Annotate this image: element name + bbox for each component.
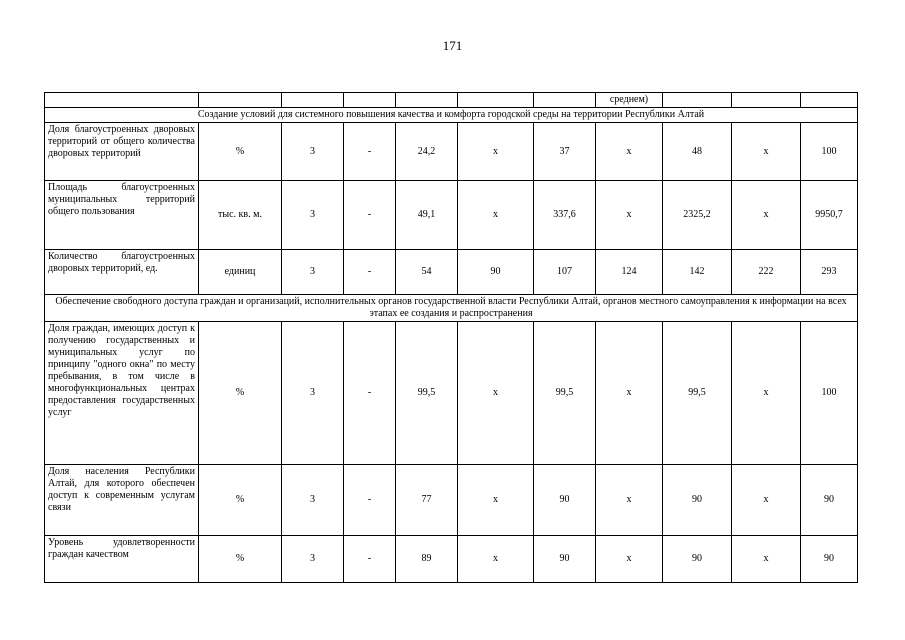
table-row xyxy=(45,322,858,465)
indicator-name: Уровень удовлетворенности граждан качеством xyxy=(45,536,199,583)
continuation-row xyxy=(45,93,858,108)
value-cell: 90 xyxy=(801,536,858,583)
value-cell: 3 xyxy=(282,322,344,465)
value-cell: - xyxy=(344,322,396,465)
indicator-name: Доля граждан, имеющих доступ к получению государственных и муниципальных услуг по принципу "одного окна" по месту пребывания, в том числе в многофункциональных центрах предоставления государственных услуг xyxy=(45,322,199,465)
unit-cell: % xyxy=(199,322,282,465)
value-cell: х xyxy=(458,123,534,181)
value-cell: 89 xyxy=(396,536,458,583)
unit-cell: % xyxy=(199,123,282,181)
value-cell: х xyxy=(732,465,801,536)
value-cell: 99,5 xyxy=(663,322,732,465)
value-cell: - xyxy=(344,465,396,536)
value-cell: 124 xyxy=(596,250,663,295)
indicator-name: Площадь благоустроенных муниципальных территорий общего пользования xyxy=(45,181,199,250)
value-cell: 99,5 xyxy=(396,322,458,465)
section-row xyxy=(45,108,858,123)
value-cell: 54 xyxy=(396,250,458,295)
value-cell: х xyxy=(596,322,663,465)
section-title: Создание условий для системного повышения качества и комфорта городской среды на территории Республики Алтай xyxy=(45,108,858,123)
value-cell: 9950,7 xyxy=(801,181,858,250)
value-cell: х xyxy=(458,181,534,250)
section-title: Обеспечение свободного доступа граждан и организаций, исполнительных органов государственной власти Республики Алтай, органов местного самоуправления к информации на всех этапах ее создания и распространения xyxy=(45,295,858,322)
value-cell: 77 xyxy=(396,465,458,536)
value-cell: 142 xyxy=(663,250,732,295)
value-cell: 90 xyxy=(801,465,858,536)
value-cell: х xyxy=(732,536,801,583)
value-cell: х xyxy=(458,322,534,465)
value-cell: 24,2 xyxy=(396,123,458,181)
value-cell: - xyxy=(344,250,396,295)
table-row xyxy=(45,123,858,181)
unit-cell: % xyxy=(199,536,282,583)
value-cell: 37 xyxy=(534,123,596,181)
table-row xyxy=(45,465,858,536)
value-cell: 222 xyxy=(732,250,801,295)
value-cell: 2325,2 xyxy=(663,181,732,250)
value-cell: 49,1 xyxy=(396,181,458,250)
unit-cell: % xyxy=(199,465,282,536)
value-cell: х xyxy=(458,536,534,583)
indicator-name: Доля населения Республики Алтай, для которого обеспечен доступ к современным услугам связи xyxy=(45,465,199,536)
value-cell: 3 xyxy=(282,181,344,250)
value-cell: 3 xyxy=(282,465,344,536)
value-cell: 90 xyxy=(663,465,732,536)
section-row xyxy=(45,295,858,322)
value-cell: 100 xyxy=(801,322,858,465)
value-cell: 90 xyxy=(663,536,732,583)
indicator-name: Количество благоустроенных дворовых территорий, ед. xyxy=(45,250,199,295)
value-cell: 3 xyxy=(282,536,344,583)
value-cell: 3 xyxy=(282,250,344,295)
value-cell: - xyxy=(344,536,396,583)
value-cell: 3 xyxy=(282,123,344,181)
page-number: 171 xyxy=(442,38,463,53)
value-cell: х xyxy=(458,465,534,536)
value-cell: х xyxy=(732,123,801,181)
table-row xyxy=(45,536,858,583)
value-cell: 90 xyxy=(458,250,534,295)
value-cell: х xyxy=(596,123,663,181)
unit-cell: единиц xyxy=(199,250,282,295)
unit-cell: тыс. кв. м. xyxy=(199,181,282,250)
value-cell: - xyxy=(344,123,396,181)
value-cell: 337,6 xyxy=(534,181,596,250)
value-cell: - xyxy=(344,181,396,250)
value-cell: 107 xyxy=(534,250,596,295)
value-cell: 99,5 xyxy=(534,322,596,465)
value-cell: х xyxy=(732,322,801,465)
indicator-name: Доля благоустроенных дворовых территорий от общего количества дворовых территорий xyxy=(45,123,199,181)
indicator-table xyxy=(44,92,858,583)
value-cell: х xyxy=(596,465,663,536)
table-row xyxy=(45,181,858,250)
value-cell: 90 xyxy=(534,536,596,583)
continuation-cell: среднем) xyxy=(596,93,663,108)
value-cell: х xyxy=(732,181,801,250)
value-cell: х xyxy=(596,536,663,583)
table-row xyxy=(45,250,858,295)
value-cell: 293 xyxy=(801,250,858,295)
value-cell: 100 xyxy=(801,123,858,181)
value-cell: 90 xyxy=(534,465,596,536)
value-cell: х xyxy=(596,181,663,250)
value-cell: 48 xyxy=(663,123,732,181)
